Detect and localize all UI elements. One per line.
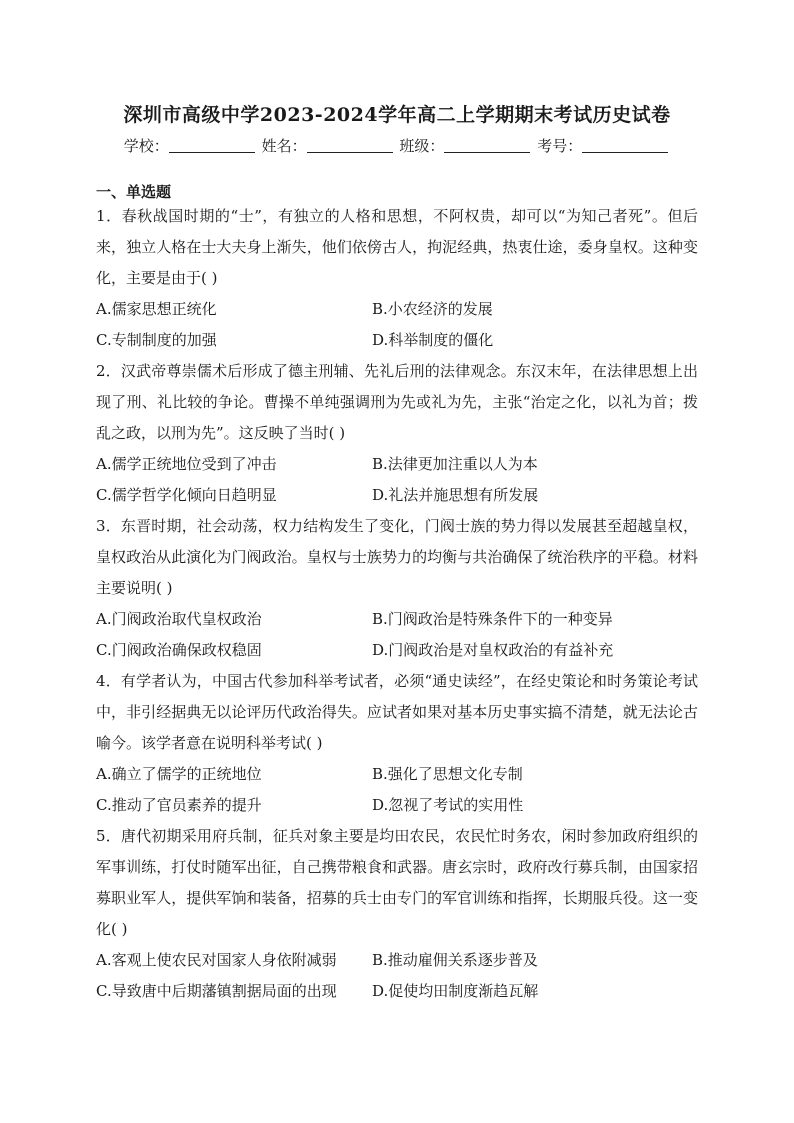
exam-number-label: 考号： [537, 137, 583, 155]
option-a: A.确立了儒学的正统地位 [96, 765, 262, 783]
option-d: D.礼法并施思想有所发展 [372, 486, 539, 504]
school-label: 学校： [123, 137, 169, 155]
question-stem: 2．汉武帝尊崇儒术后形成了德主刑辅、先礼后刑的法律观念。东汉末年，在法律思想上出现了刑、礼比较的争论。曹操不单纯强调刑为先或礼为先，主张“治定之化，以礼为首；拨乱之政，以刑为先”。这反映了当时( ) [96, 362, 698, 442]
option-a: A.儒学正统地位受到了冲击 [96, 455, 277, 473]
question-stem: 4．有学者认为，中国古代参加科举考试者，必须“通史读经”，在经史策论和时务策论考试中，非引经据典无以论评历代政治得失。应试者如果对基本历史事实搞不清楚，就无法论古喻今。该学者意在说明科举考试( ) [96, 672, 698, 752]
question-1 [96, 201, 698, 356]
question-5 [96, 821, 698, 1007]
option-a: A.儒家思想正统化 [96, 300, 217, 318]
question-4 [96, 666, 698, 821]
option-a: A.客观上使农民对国家人身依附减弱 [96, 951, 337, 969]
option-c: C.推动了官员素养的提升 [96, 796, 262, 814]
option-b: B.强化了思想文化专制 [372, 765, 523, 783]
exam-number-blank [582, 138, 668, 153]
option-b: B.法律更加注重以人为本 [372, 455, 538, 473]
option-d: D.忽视了考试的实用性 [372, 796, 524, 814]
question-2 [96, 356, 698, 511]
option-b: B.推动雇佣关系逐步普及 [372, 951, 538, 969]
option-c: C.儒学哲学化倾向日趋明显 [96, 486, 277, 504]
student-info-row [0, 135, 794, 156]
question-options [96, 604, 698, 666]
question-options [96, 759, 698, 821]
question-stem: 5．唐代初期采用府兵制，征兵对象主要是均田农民，农民忙时务农，闲时参加政府组织的军事训练，打仗时随军出征，自己携带粮食和武器。唐玄宗时，政府改行募兵制，由国家招募职业军人，提供军饷和装备，招募的兵士由专门的军官训练和指挥，长期服兵役。这一变化( ) [96, 827, 698, 938]
section-heading: 一、单选题 [96, 183, 172, 201]
class-blank [444, 138, 530, 153]
question-stem: 1．春秋战国时期的“士”，有独立的人格和思想，不阿权贵，却可以“为知己者死”。但后来，独立人格在士大夫身上渐失，他们依傍古人，拘泥经典，热衷仕途，委身皇权。这种变化，主要是由于( ) [96, 207, 698, 287]
name-blank [307, 138, 393, 153]
name-label: 姓名： [261, 137, 307, 155]
option-b: B.小农经济的发展 [372, 300, 493, 318]
option-c: C.门阀政治确保政权稳固 [96, 641, 262, 659]
question-stem: 3．东晋时期，社会动荡，权力结构发生了变化，门阀士族的势力得以发展甚至超越皇权，皇权政治从此演化为门阀政治。皇权与士族势力的均衡与共治确保了统治秩序的平稳。材料主要说明( ) [96, 517, 698, 597]
question-options [96, 449, 698, 511]
option-b: B.门阀政治是特殊条件下的一种变异 [372, 610, 613, 628]
option-d: D.科举制度的僵化 [372, 331, 494, 349]
option-d: D.门阀政治是对皇权政治的有益补充 [372, 641, 614, 659]
question-options [96, 945, 698, 1007]
option-c: C.专制制度的加强 [96, 331, 217, 349]
school-blank [169, 138, 255, 153]
option-d: D.促使均田制度渐趋瓦解 [372, 982, 539, 1000]
exam-title: 深圳市高级中学2023-2024学年高二上学期期末考试历史试卷 [123, 104, 671, 126]
option-c: C.导致唐中后期藩镇割据局面的出现 [96, 982, 337, 1000]
question-list [96, 201, 698, 1007]
option-a: A.门阀政治取代皇权政治 [96, 610, 262, 628]
question-3 [96, 511, 698, 666]
question-options [96, 294, 698, 356]
class-label: 班级： [399, 137, 445, 155]
